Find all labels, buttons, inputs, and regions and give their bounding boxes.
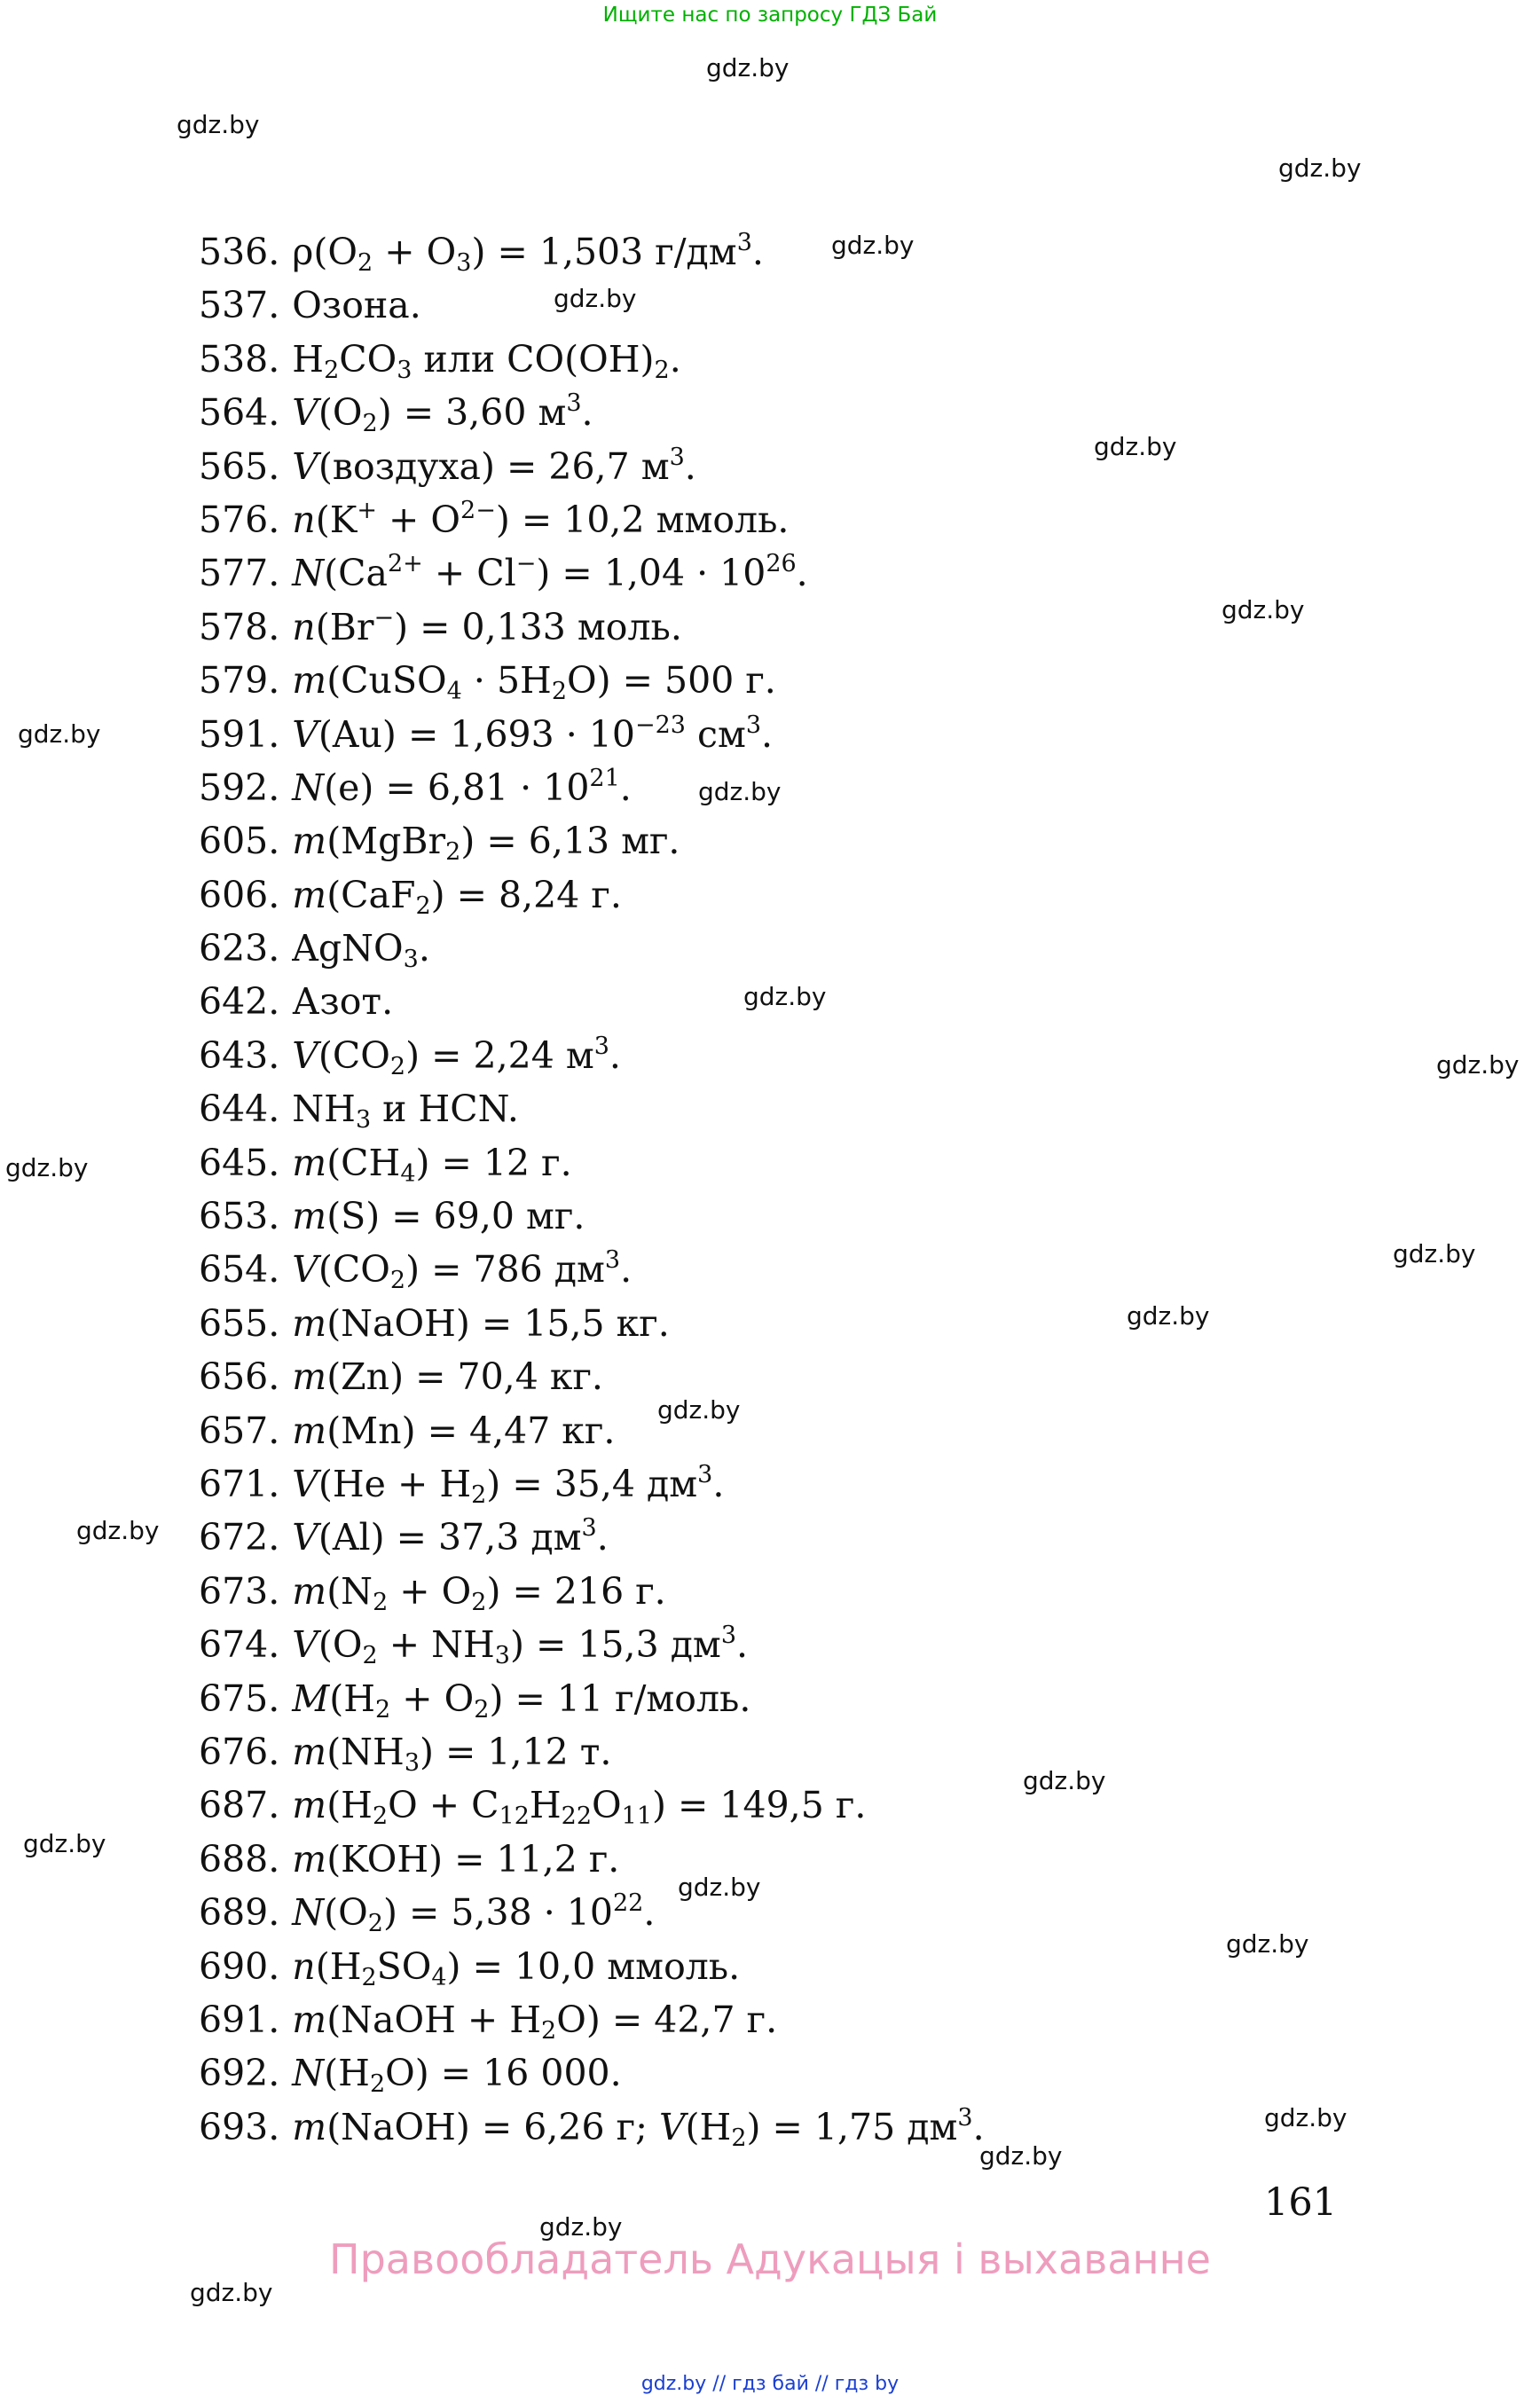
answer-text: n(Br−) = 0,133 моль. xyxy=(292,603,682,648)
answer-text: $n(K^+ + O^{2-}) = 10,2$ ммоль. xyxy=(292,496,790,541)
answer-text: $NH_3$ и HCN. xyxy=(292,1088,519,1135)
answer-item xyxy=(199,975,985,1028)
answer-item xyxy=(199,1511,985,1564)
answer-text: $\rho(O_2 + O_3) = 1,503$ $г/дм^3$. xyxy=(292,229,764,277)
answer-text: $m(NH_3) = 1,12$ т. xyxy=(292,1730,612,1777)
answer-number: 691. xyxy=(199,1998,280,2041)
answer-text: $V(O_2 + NH_3) = 15,3$ $дм^3$. xyxy=(292,1622,749,1670)
answer-number: 690. xyxy=(199,1944,280,1988)
answer-number: 623. xyxy=(199,927,280,970)
answer-number: 693. xyxy=(199,2105,280,2148)
watermark: gdz.by xyxy=(1127,1301,1210,1331)
answer-text: m(Zn) = 70,4 кг. xyxy=(292,1355,603,1399)
watermark: gdz.by xyxy=(18,719,101,749)
answer-item xyxy=(199,1886,985,1939)
answer-number: 689. xyxy=(199,1891,280,1935)
answer-number: 687. xyxy=(199,1784,280,1827)
answer-number: 578. xyxy=(199,605,280,648)
answer-text: m(NaOH) = 6,26 г; $V(H_2) = 1,75$ $дм^3$. xyxy=(292,2103,985,2152)
answer-text: $m(H_2O + C_{12}H_{22}O_{11}) = 149,5$ г. xyxy=(292,1784,867,1831)
answer-text: $N(H_2O) = 16$ 000. xyxy=(292,2052,622,2099)
answer-number: 688. xyxy=(199,1837,280,1881)
answer-item xyxy=(199,814,985,868)
answer-text: $n(H_2SO_4) = 10,0$ ммоль. xyxy=(292,1944,741,1991)
watermark: gdz.by xyxy=(554,284,637,313)
answer-item xyxy=(199,1029,985,1082)
answers-list xyxy=(199,225,985,2154)
watermark: gdz.by xyxy=(698,777,782,806)
answer-item xyxy=(199,1243,985,1296)
answer-item xyxy=(199,386,985,439)
answer-number: 538. xyxy=(199,337,280,381)
answer-text: $V(He + H_2) = 35,4$ $дм^3$. xyxy=(292,1460,725,1509)
answer-number: 576. xyxy=(199,498,280,541)
watermark: gdz.by xyxy=(1094,432,1177,461)
answer-text: V(воздуха) = 26,7 $м^3$. xyxy=(292,443,696,488)
answer-number: 657. xyxy=(199,1409,280,1452)
answer-item xyxy=(199,546,985,600)
answer-text: m(MgBr$_2$) = 6,13 мг. xyxy=(292,820,680,867)
answer-text: $N(e) = 6,81 \cdot 10^{21}$. xyxy=(292,764,632,809)
answer-number: 605. xyxy=(199,820,280,863)
answer-text: $V(CO_2) = 2,24$ $м^3$. xyxy=(292,1032,621,1080)
answer-item xyxy=(199,1565,985,1618)
answer-number: 654. xyxy=(199,1248,280,1292)
watermark: gdz.by xyxy=(1436,1050,1520,1080)
copyright-notice: Правообладатель Адукацыя і выхаванне xyxy=(329,2235,1211,2283)
answer-number: 643. xyxy=(199,1033,280,1077)
answer-item xyxy=(199,2101,985,2154)
answer-number: 606. xyxy=(199,873,280,916)
answer-text: m(S) = 69,0 мг. xyxy=(292,1195,585,1238)
answer-number: 675. xyxy=(199,1677,280,1720)
answer-text: $V(CO_2) = 786$ $дм^3$. xyxy=(292,1246,632,1295)
answer-item xyxy=(199,1993,985,2046)
answer-number: 676. xyxy=(199,1730,280,1773)
watermark: gdz.by xyxy=(1222,595,1305,624)
answer-number: 564. xyxy=(199,391,280,435)
watermark: gdz.by xyxy=(831,231,915,260)
watermark: gdz.by xyxy=(1226,1929,1309,1959)
answer-number: 642. xyxy=(199,980,280,1024)
watermark: gdz.by xyxy=(1393,1239,1476,1268)
answer-text: $N(O_2) = 5,38 \cdot 10^{22}$. xyxy=(292,1889,656,1938)
answer-text: $m(N_2 + O_2) = 216$ г. xyxy=(292,1569,666,1616)
answer-text: $V(O_2) = 3,60$ $м^3$. xyxy=(292,389,593,438)
answer-item xyxy=(199,708,985,761)
answer-item xyxy=(199,1833,985,1886)
answer-item xyxy=(199,2046,985,2100)
watermark: gdz.by xyxy=(979,2141,1063,2171)
answer-number: 592. xyxy=(199,766,280,809)
answer-number: 536. xyxy=(199,231,280,273)
answer-number: 644. xyxy=(199,1088,280,1131)
answer-text: AgNO$_3$. xyxy=(292,927,430,974)
answer-text: V(Al) = 37,3 $дм^3$. xyxy=(292,1514,609,1559)
answer-item xyxy=(199,440,985,493)
answer-item xyxy=(199,922,985,975)
answer-number: 645. xyxy=(199,1141,280,1184)
page-number: 161 xyxy=(1264,2180,1338,2225)
watermark: gdz.by xyxy=(706,53,790,82)
answer-item xyxy=(199,868,985,922)
answer-number: 653. xyxy=(199,1195,280,1238)
top-banner[interactable]: Ищите нас по запросу ГДЗ Бай xyxy=(602,4,938,27)
answer-number: 579. xyxy=(199,659,280,703)
answer-text: m(Mn) = 4,47 кг. xyxy=(292,1409,616,1452)
answer-item xyxy=(199,1457,985,1511)
answer-item xyxy=(199,1725,985,1779)
answer-number: 537. xyxy=(199,284,280,327)
answer-number: 577. xyxy=(199,552,280,595)
answer-text: $N(Ca^{2+} + Cl^-) = 1,04 \cdot 10^{26}$. xyxy=(292,550,808,595)
answer-item xyxy=(199,654,985,707)
watermark: gdz.by xyxy=(177,110,260,139)
watermark: gdz.by xyxy=(5,1153,89,1182)
answer-number: 671. xyxy=(199,1462,280,1505)
answer-item xyxy=(199,1779,985,1832)
answer-text: $H_2CO_3$ или $CO(OH)_2$. xyxy=(292,337,681,384)
answer-text: $m(CH_4) = 12$ г. xyxy=(292,1141,572,1188)
footer-links[interactable]: gdz.by // гдз бай // гдз by xyxy=(640,2373,900,2395)
watermark: gdz.by xyxy=(23,1829,106,1858)
watermark: gdz.by xyxy=(190,2278,273,2307)
answer-item xyxy=(199,279,985,332)
answer-item xyxy=(199,1672,985,1725)
answer-item xyxy=(199,761,985,814)
answer-item xyxy=(199,1190,985,1243)
answer-text: Озона. xyxy=(292,284,421,327)
watermark: gdz.by xyxy=(1264,2103,1348,2132)
watermark: gdz.by xyxy=(1023,1766,1106,1795)
answer-item xyxy=(199,1404,985,1457)
answer-number: 674. xyxy=(199,1623,280,1667)
watermark: gdz.by xyxy=(657,1395,741,1425)
answer-text: m(NaOH + $H_2O) = 42,7$ г. xyxy=(292,1998,778,2045)
answer-text: m(CaF$_2$) = 8,24 г. xyxy=(292,873,622,920)
watermark: gdz.by xyxy=(76,1516,160,1545)
answer-item xyxy=(199,1618,985,1671)
answer-text: m(KOH) = 11,2 г. xyxy=(292,1837,620,1881)
watermark: gdz.by xyxy=(539,2212,623,2242)
answer-item xyxy=(199,1350,985,1403)
answer-number: 591. xyxy=(199,712,280,756)
answer-number: 656. xyxy=(199,1355,280,1399)
watermark: gdz.by xyxy=(678,1873,761,1902)
answer-text: $V(Au) = 1,693 \cdot 10^{-23}$ $см^3$. xyxy=(292,711,774,756)
answer-text: Азот. xyxy=(292,980,394,1024)
answer-number: 673. xyxy=(199,1569,280,1613)
answer-text: m(CuSO$_4$ · $5H_2O) = 500$ г. xyxy=(292,659,776,706)
answer-number: 672. xyxy=(199,1516,280,1559)
answer-item xyxy=(199,601,985,654)
answer-item xyxy=(199,333,985,386)
answer-item xyxy=(199,1082,985,1135)
answer-item xyxy=(199,1940,985,1993)
answer-item xyxy=(199,1136,985,1190)
answer-number: 692. xyxy=(199,2052,280,2095)
answer-text: m(NaOH) = 15,5 кг. xyxy=(292,1301,670,1345)
watermark: gdz.by xyxy=(743,982,827,1011)
answer-number: 565. xyxy=(199,444,280,488)
answer-text: $M(H_2 + O_2) = 11$ г/моль. xyxy=(292,1677,751,1724)
answer-item xyxy=(199,493,985,546)
answer-item xyxy=(199,1297,985,1350)
answer-item xyxy=(199,225,985,279)
answer-number: 655. xyxy=(199,1301,280,1345)
watermark: gdz.by xyxy=(1278,153,1362,183)
